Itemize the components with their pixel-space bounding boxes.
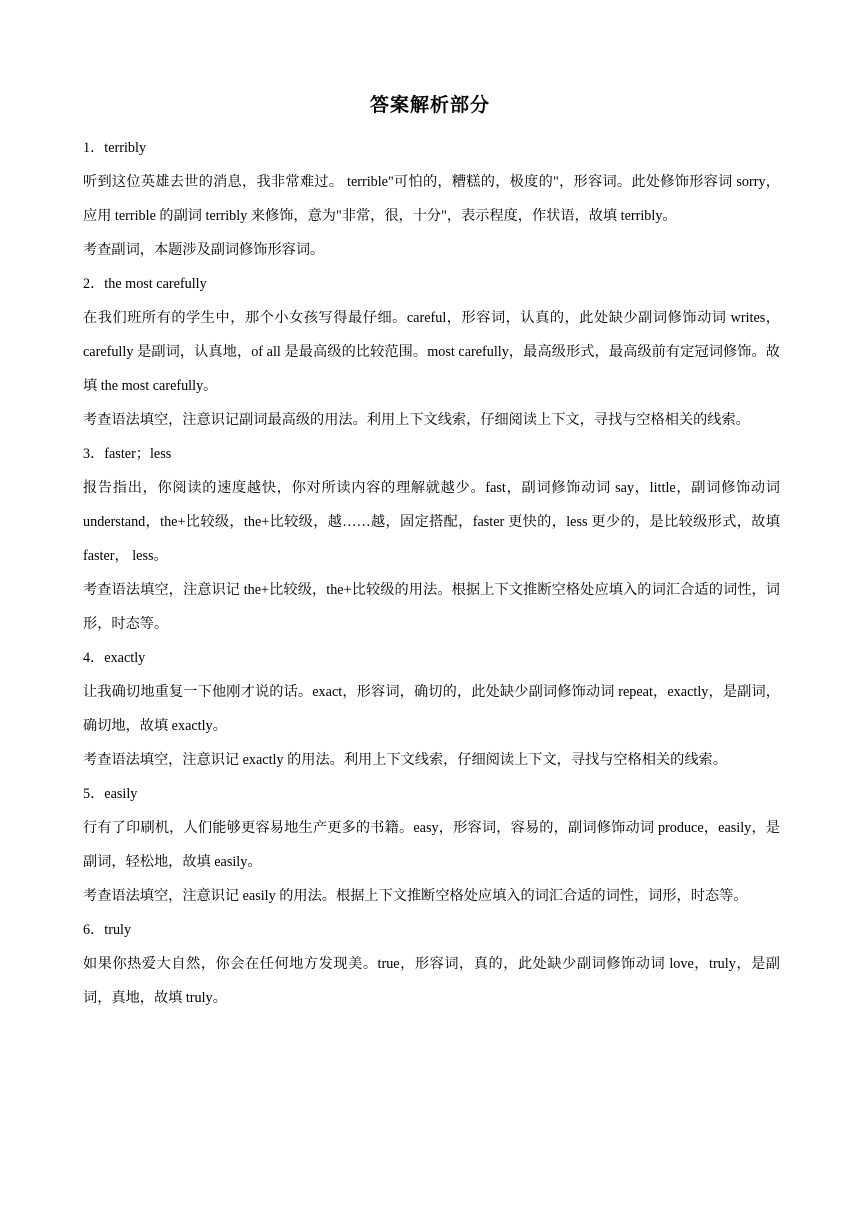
answer-item-6 <box>83 913 780 1015</box>
answer-heading: 6．truly <box>83 922 132 938</box>
page-title: 答案解析部分 <box>369 94 490 116</box>
answer-explanation: 让我确切地重复一下他刚才说的话。exact，形容词，确切的，此处缺少副词修饰动词 repeat，exactly，是副词，确切地，故填 exactly。 <box>83 684 780 734</box>
answer-explanation: 行有了印刷机，人们能够更容易地生产更多的书籍。easy，形容词，容易的，副词修饰动词 produce，easily，是副词，轻松地，故填 easily。 <box>83 820 780 870</box>
answer-item-5 <box>83 777 780 913</box>
answer-heading: 4．exactly <box>83 650 146 666</box>
answer-note: 考查语法填空，注意识记副词最高级的用法。利用上下文线索，仔细阅读上下文，寻找与空格相关的线索。 <box>83 412 750 428</box>
answer-heading: 1．terribly <box>83 140 147 156</box>
answer-list <box>83 131 780 1015</box>
answer-heading: 3．faster；less <box>83 446 172 462</box>
answer-note: 考查语法填空，注意识记 exactly 的用法。利用上下文线索，仔细阅读上下文，寻找与空格相关的线索。 <box>83 752 727 768</box>
answer-item-1 <box>83 131 780 267</box>
answer-item-2 <box>83 267 780 437</box>
answer-heading: 5．easily <box>83 786 138 802</box>
answer-explanation: 听到这位英雄去世的消息，我非常难过。 terrible"可怕的，糟糕的，极度的"，形容词。此处修饰形容词 sorry，应用 terrible 的副词 terribly 来修饰，意为"非常，很，十分"，表示程度，作状语，故填 terribly。 <box>83 174 780 224</box>
answer-note: 考查语法填空，注意识记 the+比较级，the+比较级的用法。根据上下文推断空格处应填入的词汇合适的词性，词形，时态等。 <box>83 582 780 632</box>
answer-item-3 <box>83 437 780 641</box>
answer-heading: 2．the most carefully <box>83 276 207 292</box>
answer-item-4 <box>83 641 780 777</box>
answer-explanation: 如果你热爱大自然，你会在任何地方发现美。true，形容词，真的，此处缺少副词修饰动词 love，truly，是副词，真地，故填 truly。 <box>83 956 780 1006</box>
answer-note: 考查语法填空，注意识记 easily 的用法。根据上下文推断空格处应填入的词汇合适的词性，词形，时态等。 <box>83 888 748 904</box>
answer-explanation: 在我们班所有的学生中，那个小女孩写得最仔细。careful，形容词，认真的，此处缺少副词修饰动词 writes，carefully 是副词，认真地，of all 是最高级的比较范围。most carefully，最高级形式，最高级前有定冠词修饰。故填 the most carefully。 <box>83 310 780 394</box>
answer-note: 考查副词，本题涉及副词修饰形容词。 <box>83 242 325 258</box>
answer-explanation: 报告指出，你阅读的速度越快，你对所读内容的理解就越少。fast，副词修饰动词 say，little，副词修饰动词 understand，the+比较级，the+比较级，越……越，固定搭配，faster 更快的，less 更少的，是比较级形式，故填 faster， less。 <box>83 480 780 564</box>
